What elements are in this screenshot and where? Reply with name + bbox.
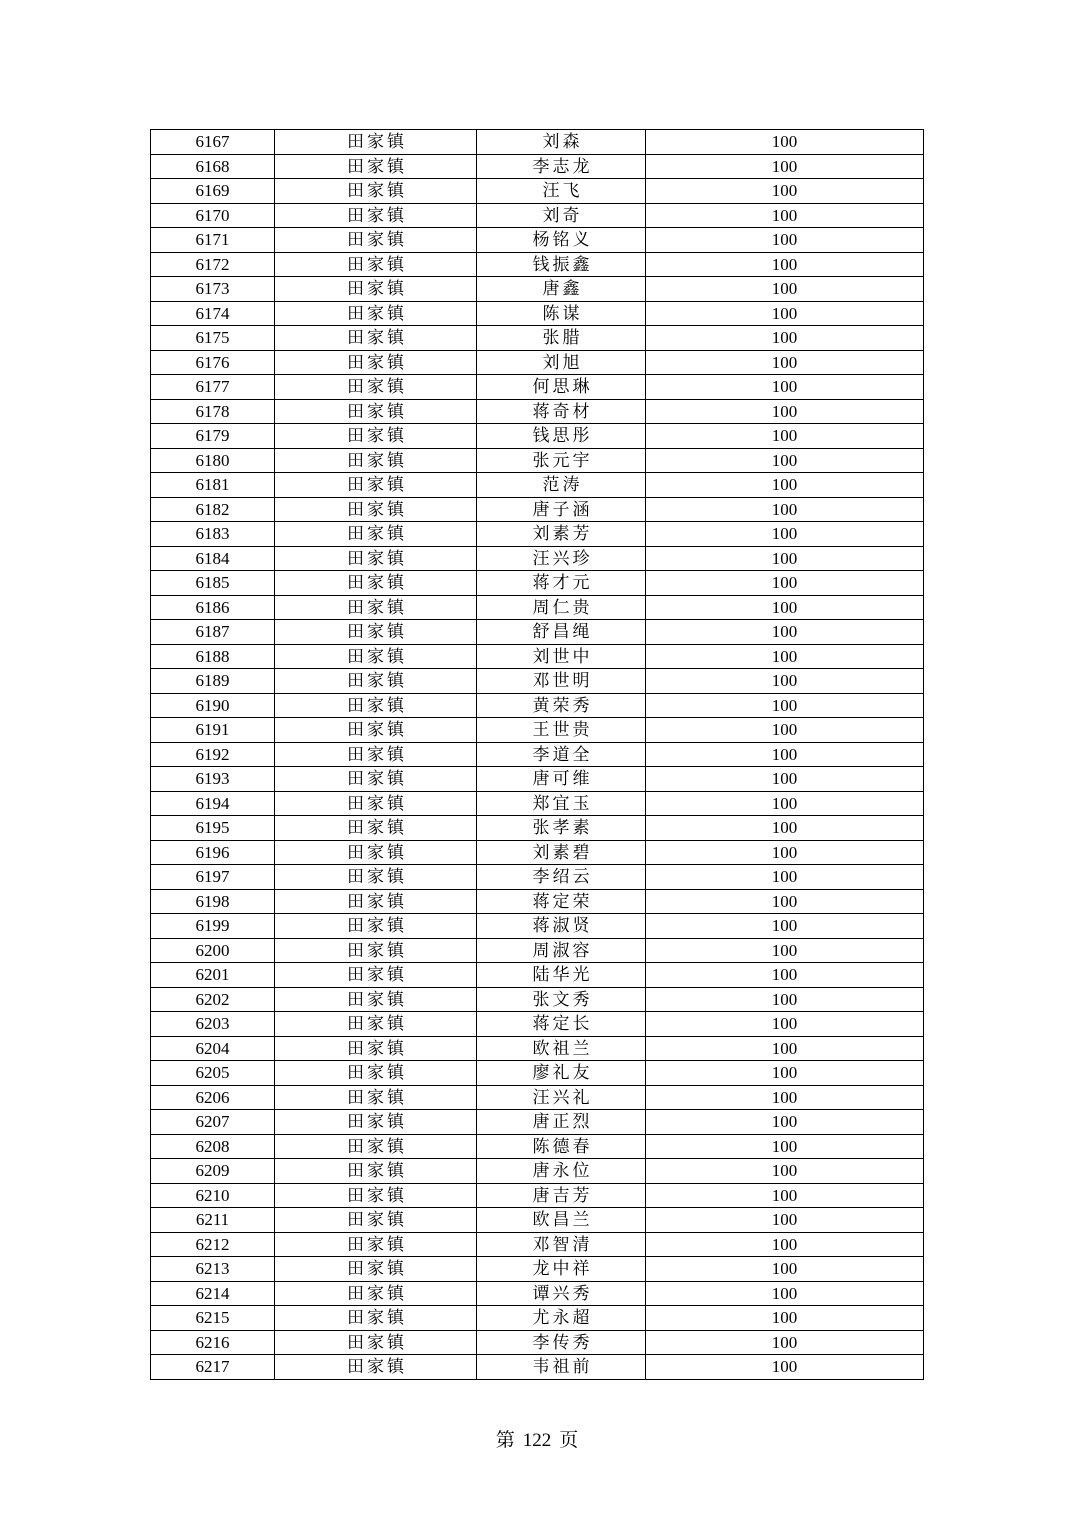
cell-town: 田家镇 (275, 1012, 477, 1037)
table-row (151, 301, 924, 326)
cell-serial-number: 6205 (151, 1061, 275, 1086)
table-row (151, 693, 924, 718)
cell-town: 田家镇 (275, 1110, 477, 1135)
cell-name: 汪兴珍 (477, 546, 646, 571)
cell-name: 欧昌兰 (477, 1208, 646, 1233)
cell-town: 田家镇 (275, 620, 477, 645)
cell-name: 黄荣秀 (477, 693, 646, 718)
cell-town: 田家镇 (275, 693, 477, 718)
table-row (151, 252, 924, 277)
table-row (151, 203, 924, 228)
cell-name: 周淑容 (477, 938, 646, 963)
cell-amount: 100 (646, 1134, 924, 1159)
cell-town: 田家镇 (275, 1159, 477, 1184)
cell-name: 刘世中 (477, 644, 646, 669)
cell-serial-number: 6176 (151, 350, 275, 375)
table-row (151, 914, 924, 939)
cell-serial-number: 6187 (151, 620, 275, 645)
cell-name: 唐永位 (477, 1159, 646, 1184)
cell-amount: 100 (646, 301, 924, 326)
cell-amount: 100 (646, 767, 924, 792)
cell-amount: 100 (646, 154, 924, 179)
cell-amount: 100 (646, 742, 924, 767)
cell-amount: 100 (646, 718, 924, 743)
page-prefix: 第 (495, 1430, 515, 1451)
cell-amount: 100 (646, 1355, 924, 1380)
table-row (151, 987, 924, 1012)
cell-amount: 100 (646, 938, 924, 963)
cell-serial-number: 6170 (151, 203, 275, 228)
cell-name: 张元宇 (477, 448, 646, 473)
cell-name: 汪兴礼 (477, 1085, 646, 1110)
cell-town: 田家镇 (275, 1085, 477, 1110)
table-row (151, 816, 924, 841)
table-row (151, 1232, 924, 1257)
cell-amount: 100 (646, 228, 924, 253)
cell-amount: 100 (646, 595, 924, 620)
cell-town: 田家镇 (275, 1061, 477, 1086)
cell-amount: 100 (646, 644, 924, 669)
table-row (151, 840, 924, 865)
table-row (151, 1355, 924, 1380)
cell-town: 田家镇 (275, 203, 477, 228)
roster-table-body (151, 130, 924, 1380)
cell-name: 何思琳 (477, 375, 646, 400)
cell-amount: 100 (646, 693, 924, 718)
cell-serial-number: 6171 (151, 228, 275, 253)
cell-serial-number: 6194 (151, 791, 275, 816)
table-row (151, 228, 924, 253)
cell-town: 田家镇 (275, 497, 477, 522)
cell-amount: 100 (646, 669, 924, 694)
cell-town: 田家镇 (275, 1355, 477, 1380)
cell-amount: 100 (646, 1330, 924, 1355)
cell-name: 唐可维 (477, 767, 646, 792)
table-row (151, 571, 924, 596)
cell-amount: 100 (646, 1110, 924, 1135)
cell-town: 田家镇 (275, 1232, 477, 1257)
cell-name: 李志龙 (477, 154, 646, 179)
cell-amount: 100 (646, 203, 924, 228)
cell-serial-number: 6203 (151, 1012, 275, 1037)
table-row (151, 179, 924, 204)
table-row (151, 718, 924, 743)
cell-amount: 100 (646, 375, 924, 400)
table-row (151, 1061, 924, 1086)
cell-town: 田家镇 (275, 301, 477, 326)
cell-town: 田家镇 (275, 1134, 477, 1159)
cell-town: 田家镇 (275, 130, 477, 155)
cell-serial-number: 6174 (151, 301, 275, 326)
cell-name: 王世贵 (477, 718, 646, 743)
cell-name: 范涛 (477, 473, 646, 498)
cell-name: 周仁贵 (477, 595, 646, 620)
cell-name: 陈谋 (477, 301, 646, 326)
table-row (151, 1306, 924, 1331)
cell-name: 韦祖前 (477, 1355, 646, 1380)
cell-town: 田家镇 (275, 350, 477, 375)
page-suffix: 页 (559, 1430, 579, 1451)
cell-amount: 100 (646, 399, 924, 424)
table-row (151, 1183, 924, 1208)
cell-amount: 100 (646, 571, 924, 596)
table-row (151, 1085, 924, 1110)
cell-amount: 100 (646, 1085, 924, 1110)
cell-serial-number: 6179 (151, 424, 275, 449)
cell-name: 刘森 (477, 130, 646, 155)
cell-serial-number: 6197 (151, 865, 275, 890)
cell-town: 田家镇 (275, 669, 477, 694)
cell-serial-number: 6188 (151, 644, 275, 669)
cell-town: 田家镇 (275, 914, 477, 939)
cell-name: 邓智清 (477, 1232, 646, 1257)
table-row (151, 399, 924, 424)
cell-town: 田家镇 (275, 1183, 477, 1208)
cell-name: 蒋淑贤 (477, 914, 646, 939)
cell-serial-number: 6216 (151, 1330, 275, 1355)
cell-amount: 100 (646, 252, 924, 277)
cell-name: 李绍云 (477, 865, 646, 890)
cell-serial-number: 6169 (151, 179, 275, 204)
cell-name: 唐吉芳 (477, 1183, 646, 1208)
cell-serial-number: 6207 (151, 1110, 275, 1135)
table-row (151, 1281, 924, 1306)
cell-serial-number: 6201 (151, 963, 275, 988)
cell-name: 汪飞 (477, 179, 646, 204)
table-row (151, 791, 924, 816)
cell-name: 蒋定长 (477, 1012, 646, 1037)
cell-serial-number: 6192 (151, 742, 275, 767)
table-row (151, 963, 924, 988)
table-row (151, 497, 924, 522)
cell-name: 陆华光 (477, 963, 646, 988)
table-row (151, 1208, 924, 1233)
table-row (151, 1159, 924, 1184)
cell-town: 田家镇 (275, 816, 477, 841)
table-row (151, 1330, 924, 1355)
table-row (151, 448, 924, 473)
cell-name: 龙中祥 (477, 1257, 646, 1282)
cell-amount: 100 (646, 1183, 924, 1208)
table-row (151, 350, 924, 375)
cell-name: 刘素芳 (477, 522, 646, 547)
cell-amount: 100 (646, 889, 924, 914)
table-row (151, 546, 924, 571)
table-row (151, 595, 924, 620)
cell-amount: 100 (646, 1232, 924, 1257)
cell-serial-number: 6178 (151, 399, 275, 424)
cell-serial-number: 6186 (151, 595, 275, 620)
cell-serial-number: 6183 (151, 522, 275, 547)
cell-amount: 100 (646, 1208, 924, 1233)
table-row (151, 742, 924, 767)
cell-town: 田家镇 (275, 252, 477, 277)
cell-town: 田家镇 (275, 228, 477, 253)
cell-name: 李传秀 (477, 1330, 646, 1355)
cell-amount: 100 (646, 1061, 924, 1086)
cell-serial-number: 6181 (151, 473, 275, 498)
table-row (151, 767, 924, 792)
cell-name: 尤永超 (477, 1306, 646, 1331)
cell-name: 钱思彤 (477, 424, 646, 449)
cell-town: 田家镇 (275, 277, 477, 302)
cell-town: 田家镇 (275, 424, 477, 449)
cell-town: 田家镇 (275, 767, 477, 792)
cell-town: 田家镇 (275, 326, 477, 351)
table-row (151, 326, 924, 351)
cell-name: 蒋奇材 (477, 399, 646, 424)
cell-amount: 100 (646, 179, 924, 204)
cell-serial-number: 6190 (151, 693, 275, 718)
table-row (151, 277, 924, 302)
cell-town: 田家镇 (275, 644, 477, 669)
table-row (151, 1036, 924, 1061)
cell-serial-number: 6204 (151, 1036, 275, 1061)
cell-town: 田家镇 (275, 1257, 477, 1282)
cell-town: 田家镇 (275, 889, 477, 914)
cell-town: 田家镇 (275, 522, 477, 547)
cell-name: 钱振鑫 (477, 252, 646, 277)
cell-name: 舒昌绳 (477, 620, 646, 645)
cell-name: 张孝素 (477, 816, 646, 841)
cell-name: 邓世明 (477, 669, 646, 694)
cell-serial-number: 6182 (151, 497, 275, 522)
cell-name: 杨铭义 (477, 228, 646, 253)
cell-amount: 100 (646, 1257, 924, 1282)
cell-serial-number: 6191 (151, 718, 275, 743)
table-row (151, 1257, 924, 1282)
cell-amount: 100 (646, 1159, 924, 1184)
cell-serial-number: 6180 (151, 448, 275, 473)
table-row (151, 669, 924, 694)
cell-amount: 100 (646, 816, 924, 841)
table-row (151, 154, 924, 179)
cell-name: 唐鑫 (477, 277, 646, 302)
cell-town: 田家镇 (275, 1330, 477, 1355)
cell-town: 田家镇 (275, 987, 477, 1012)
cell-amount: 100 (646, 914, 924, 939)
cell-amount: 100 (646, 987, 924, 1012)
cell-town: 田家镇 (275, 448, 477, 473)
cell-name: 廖礼友 (477, 1061, 646, 1086)
page-footer (0, 1428, 1074, 1454)
cell-serial-number: 6198 (151, 889, 275, 914)
cell-name: 唐子涵 (477, 497, 646, 522)
cell-serial-number: 6200 (151, 938, 275, 963)
cell-serial-number: 6217 (151, 1355, 275, 1380)
cell-town: 田家镇 (275, 1208, 477, 1233)
cell-serial-number: 6167 (151, 130, 275, 155)
cell-amount: 100 (646, 963, 924, 988)
cell-amount: 100 (646, 448, 924, 473)
cell-name: 张腊 (477, 326, 646, 351)
cell-serial-number: 6172 (151, 252, 275, 277)
cell-amount: 100 (646, 424, 924, 449)
cell-town: 田家镇 (275, 546, 477, 571)
table-row (151, 130, 924, 155)
cell-town: 田家镇 (275, 791, 477, 816)
cell-serial-number: 6209 (151, 1159, 275, 1184)
cell-amount: 100 (646, 326, 924, 351)
cell-serial-number: 6173 (151, 277, 275, 302)
table-row (151, 522, 924, 547)
cell-amount: 100 (646, 546, 924, 571)
table-row (151, 424, 924, 449)
cell-serial-number: 6175 (151, 326, 275, 351)
page-number: 122 (522, 1430, 552, 1451)
cell-amount: 100 (646, 1306, 924, 1331)
cell-town: 田家镇 (275, 375, 477, 400)
cell-town: 田家镇 (275, 179, 477, 204)
cell-town: 田家镇 (275, 865, 477, 890)
table-row (151, 1134, 924, 1159)
cell-amount: 100 (646, 473, 924, 498)
table-row (151, 1110, 924, 1135)
cell-town: 田家镇 (275, 1036, 477, 1061)
cell-serial-number: 6212 (151, 1232, 275, 1257)
cell-amount: 100 (646, 277, 924, 302)
cell-serial-number: 6211 (151, 1208, 275, 1233)
cell-amount: 100 (646, 1012, 924, 1037)
cell-town: 田家镇 (275, 571, 477, 596)
cell-amount: 100 (646, 1281, 924, 1306)
table-row (151, 473, 924, 498)
cell-name: 刘奇 (477, 203, 646, 228)
cell-name: 郑宜玉 (477, 791, 646, 816)
cell-town: 田家镇 (275, 154, 477, 179)
cell-town: 田家镇 (275, 718, 477, 743)
cell-serial-number: 6210 (151, 1183, 275, 1208)
cell-amount: 100 (646, 522, 924, 547)
roster-table (150, 129, 924, 1380)
table-row (151, 865, 924, 890)
cell-amount: 100 (646, 130, 924, 155)
cell-serial-number: 6189 (151, 669, 275, 694)
cell-serial-number: 6185 (151, 571, 275, 596)
cell-name: 唐正烈 (477, 1110, 646, 1135)
cell-name: 欧祖兰 (477, 1036, 646, 1061)
cell-serial-number: 6215 (151, 1306, 275, 1331)
cell-serial-number: 6184 (151, 546, 275, 571)
table-row (151, 889, 924, 914)
cell-serial-number: 6195 (151, 816, 275, 841)
cell-town: 田家镇 (275, 1281, 477, 1306)
cell-serial-number: 6196 (151, 840, 275, 865)
cell-serial-number: 6193 (151, 767, 275, 792)
cell-name: 陈德春 (477, 1134, 646, 1159)
cell-name: 刘旭 (477, 350, 646, 375)
cell-name: 谭兴秀 (477, 1281, 646, 1306)
cell-town: 田家镇 (275, 840, 477, 865)
cell-amount: 100 (646, 791, 924, 816)
cell-town: 田家镇 (275, 399, 477, 424)
cell-town: 田家镇 (275, 938, 477, 963)
cell-name: 张文秀 (477, 987, 646, 1012)
table-row (151, 1012, 924, 1037)
cell-name: 蒋才元 (477, 571, 646, 596)
cell-serial-number: 6213 (151, 1257, 275, 1282)
cell-town: 田家镇 (275, 963, 477, 988)
cell-amount: 100 (646, 620, 924, 645)
cell-town: 田家镇 (275, 473, 477, 498)
cell-name: 刘素碧 (477, 840, 646, 865)
cell-amount: 100 (646, 840, 924, 865)
table-row (151, 620, 924, 645)
cell-town: 田家镇 (275, 1306, 477, 1331)
cell-town: 田家镇 (275, 742, 477, 767)
cell-town: 田家镇 (275, 595, 477, 620)
cell-amount: 100 (646, 1036, 924, 1061)
cell-serial-number: 6208 (151, 1134, 275, 1159)
cell-amount: 100 (646, 865, 924, 890)
cell-serial-number: 6206 (151, 1085, 275, 1110)
cell-name: 蒋定荣 (477, 889, 646, 914)
cell-amount: 100 (646, 497, 924, 522)
cell-serial-number: 6202 (151, 987, 275, 1012)
cell-serial-number: 6177 (151, 375, 275, 400)
cell-amount: 100 (646, 350, 924, 375)
table-row (151, 644, 924, 669)
cell-serial-number: 6214 (151, 1281, 275, 1306)
cell-name: 李道全 (477, 742, 646, 767)
cell-serial-number: 6199 (151, 914, 275, 939)
table-row (151, 938, 924, 963)
cell-serial-number: 6168 (151, 154, 275, 179)
table-row (151, 375, 924, 400)
